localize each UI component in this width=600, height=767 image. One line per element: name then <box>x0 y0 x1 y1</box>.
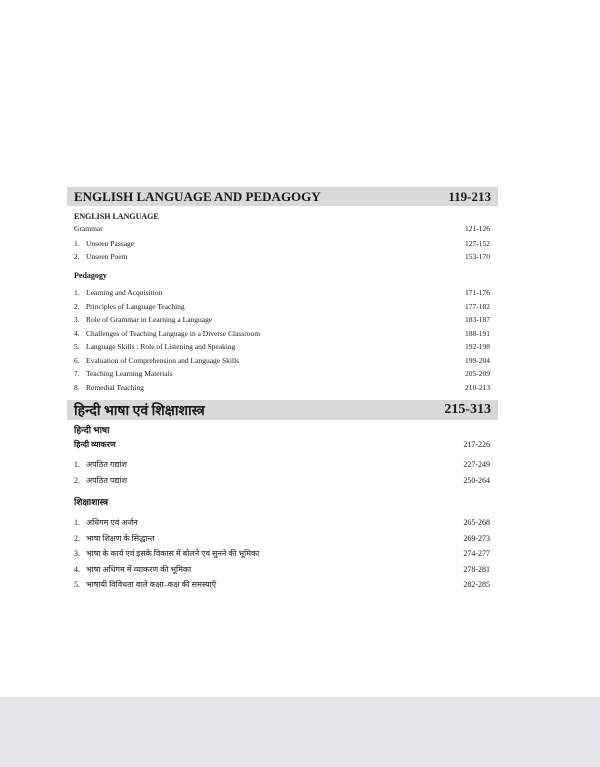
list-item: 7. Teaching Learning Materials 205-209 <box>74 369 490 379</box>
hindi-grammar-title: हिन्दी व्याकरण <box>74 439 116 449</box>
list-item: 1. अधिगम एवं अर्जन 265-268 <box>74 518 490 528</box>
hindi-pedagogy-heading: शिक्षाशास्त्र <box>74 497 109 507</box>
list-item: 1. Unseen Passage 127-152 <box>74 239 490 248</box>
list-item: 4. भाषा अधिगम में व्याकरण की भूमिका 278-281 <box>74 564 490 574</box>
grammar-title: Grammar <box>74 223 103 233</box>
list-item: 8. Remedial Teaching 210-213 <box>74 382 490 392</box>
hindi-language-heading: हिन्दी भाषा <box>74 425 110 435</box>
list-item: 1. अपठित गद्यांश 227-249 <box>74 459 490 469</box>
grammar-row <box>67 222 498 234</box>
list-item: 2. Principles of Language Teaching 177-182 <box>74 301 490 311</box>
hindi-grammar-pages: 217-226 <box>463 439 490 449</box>
pedagogy-heading: Pedagogy <box>74 271 107 280</box>
list-item: 2. अपठित पद्यांश 250-264 <box>74 476 490 486</box>
english-section-title: ENGLISH LANGUAGE AND PEDAGOGY <box>74 188 321 204</box>
hindi-grammar-row <box>67 437 498 451</box>
list-item: 3. Role of Grammar in Learning a Language 183-187 <box>74 315 490 325</box>
english-section-pages: 119-213 <box>448 188 491 204</box>
list-item: 4. Challenges of Teaching Language in a Diverse Classroom 188-191 <box>74 328 490 338</box>
english-section-header <box>67 187 498 206</box>
list-item: 5. भाषायी विविधता वाले कक्षा–कक्ष की समस्याएँ 282-285 <box>74 580 490 590</box>
footer-band <box>0 697 600 767</box>
list-item: 6. Evaluation of Comprehension and Language Skills 199-204 <box>74 355 490 365</box>
list-item: 1. Learning and Acquisition 171-176 <box>74 288 490 298</box>
grammar-pages: 121-126 <box>465 223 490 233</box>
list-item: 2. भाषा शिक्षण के सिद्धान्त 269-273 <box>74 533 490 543</box>
hindi-section-title: हिन्दी भाषा एवं शिक्षाशास्त्र <box>74 403 205 419</box>
english-language-heading: ENGLISH LANGUAGE <box>74 212 159 221</box>
hindi-section-header <box>67 400 498 420</box>
list-item: 5. Language Skills : Role of Listening and Speaking 192-198 <box>74 342 490 352</box>
list-item: 2. Unseen Poem 153-170 <box>74 252 490 261</box>
table-of-contents <box>67 187 498 593</box>
list-item: 3. भाषा के कार्य एवं इसके विकास में बोलने एवं सुनने की भूमिका 274-277 <box>74 549 490 559</box>
hindi-section-pages: 215-313 <box>444 402 491 417</box>
